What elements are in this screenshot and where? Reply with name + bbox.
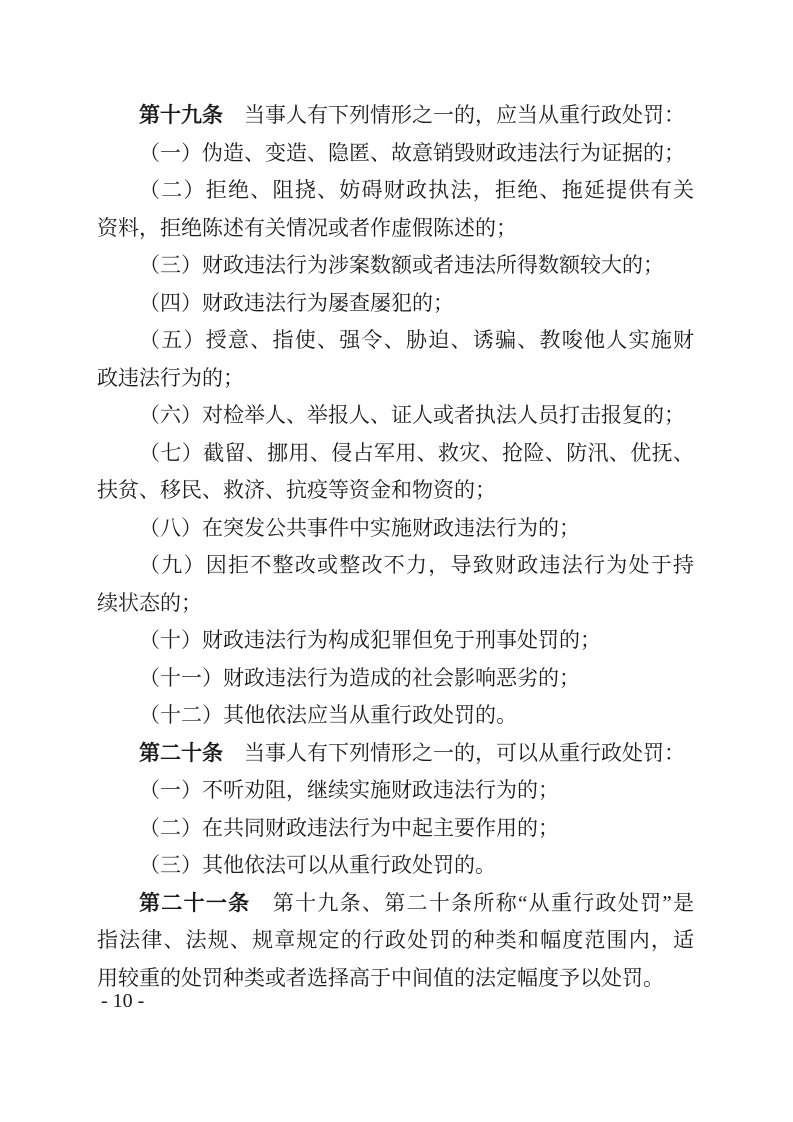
text-line xyxy=(97,472,694,510)
line-text: （二）拒绝、阻挠、妨碍财政执法，拒绝、拖延提供有关 xyxy=(139,178,694,202)
line-text: （五）授意、指使、强令、胁迫、诱骗、教唆他人实施财 xyxy=(139,328,694,352)
text-line xyxy=(97,735,694,773)
text-line xyxy=(97,697,694,735)
text-line xyxy=(97,547,694,585)
line-text: （六）对检举人、举报人、证人或者执法人员打击报复的； xyxy=(139,403,685,427)
line-text: 指法律、法规、规章规定的行政处罚的种类和幅度范围内，适 xyxy=(97,928,694,952)
line-text: 资料，拒绝陈述有关情况或者作虚假陈述的； xyxy=(97,215,517,240)
line-text: （二）在共同财政违法行为中起主要作用的； xyxy=(139,815,559,840)
text-line xyxy=(97,960,694,998)
document-body xyxy=(97,97,694,997)
text-line xyxy=(97,585,694,623)
line-text: 政违法行为的； xyxy=(97,365,244,390)
text-line xyxy=(97,772,694,810)
line-text: 用较重的处罚种类或者选择高于中间值的法定幅度予以处罚。 xyxy=(97,965,664,990)
line-text: （十二）其他依法应当从重行政处罚的。 xyxy=(139,703,517,727)
text-line xyxy=(97,97,694,135)
text-line xyxy=(97,847,694,885)
article-number: 第二十条 xyxy=(139,740,223,765)
line-text: （三）财政违法行为涉案数额或者违法所得数额较大的； xyxy=(139,253,664,277)
text-line xyxy=(97,247,694,285)
line-text: 当事人有下列情形之一的，应当从重行政处罚： xyxy=(223,103,685,127)
line-text: （三）其他依法可以从重行政处罚的。 xyxy=(139,853,496,877)
line-text: （十）财政违法行为构成犯罪但免于刑事处罚的； xyxy=(139,628,601,652)
line-text: （七）截留、挪用、侵占军用、救灾、抢险、防汛、优抚、 xyxy=(139,440,694,465)
text-line xyxy=(97,435,694,473)
text-line xyxy=(97,922,694,960)
text-line xyxy=(97,885,694,923)
text-line xyxy=(97,510,694,548)
text-line xyxy=(97,172,694,210)
page-number: - 10 - xyxy=(101,990,145,1012)
text-line xyxy=(97,210,694,248)
text-line xyxy=(97,397,694,435)
line-text: 续状态的； xyxy=(97,590,202,615)
line-text: （八）在突发公共事件中实施财政违法行为的； xyxy=(139,515,580,540)
text-line xyxy=(97,285,694,323)
line-text: （一）不听劝阻，继续实施财政违法行为的； xyxy=(139,778,559,802)
text-line xyxy=(97,135,694,173)
text-line xyxy=(97,810,694,848)
line-text: （十一）财政违法行为造成的社会影响恶劣的； xyxy=(139,665,580,690)
line-text: 扶贫、移民、救济、抗疫等资金和物资的； xyxy=(97,478,496,502)
text-line xyxy=(97,622,694,660)
line-text: （一）伪造、变造、隐匿、故意销毁财政违法行为证据的； xyxy=(139,140,685,165)
text-line xyxy=(97,360,694,398)
line-text: 当事人有下列情形之一的，可以从重行政处罚： xyxy=(223,740,685,765)
text-line xyxy=(97,322,694,360)
article-number: 第十九条 xyxy=(139,103,223,127)
line-text: 第十九条、第二十条所称“从重行政处罚”是 xyxy=(250,890,695,915)
line-text: （四）财政违法行为屡查屡犯的； xyxy=(139,290,454,315)
text-line xyxy=(97,660,694,698)
line-text: （九）因拒不整改或整改不力，导致财政违法行为处于持 xyxy=(139,553,694,577)
article-number: 第二十一条 xyxy=(139,890,251,915)
